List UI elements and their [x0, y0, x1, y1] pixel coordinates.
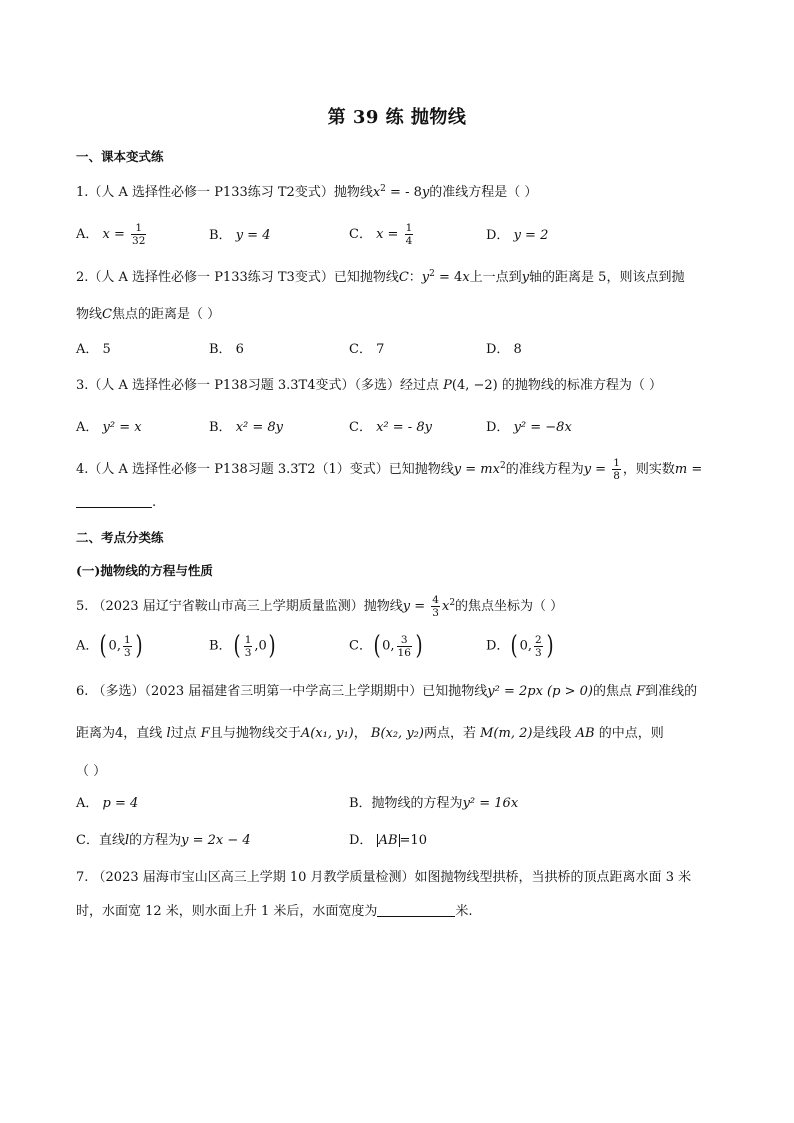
q1-option-c[interactable]: C． x = $\frac{1}{4}$: [349, 222, 413, 247]
q1-option-a[interactable]: A． x = $\frac{1}{32}$: [76, 222, 146, 247]
question-2-stem: 2.（人 A 选择性必修一 P133练习 T3变式）已知抛物线C：$y^2 = 4x$上一点到y轴的距离是 5，则该点到抛: [76, 269, 685, 285]
q5-option-d[interactable]: D．( 0, $\frac{2}{3}$ ): [486, 631, 554, 661]
q3-option-b[interactable]: B． x² = 8y: [209, 420, 284, 435]
question-2-stem-line2: 物线C焦点的距离是（ ）: [76, 307, 221, 322]
question-3-stem: 3.（人 A 选择性必修一 P138习题 3.3T4变式）（多选）经过点 P(4, −2) 的抛物线的标准方程为（ ）: [76, 378, 662, 393]
question-6-stem-line3: （ ）: [76, 764, 107, 779]
question-4-stem: 4.（人 A 选择性必修一 P138习题 3.3T2（1）变式）已知抛物线$y = mx^2$的准线方程为y = $\frac{1}{8}$ ，则实数m =: [76, 457, 703, 482]
q5-option-a[interactable]: A．( 0, $\frac{1}{3}$ ): [76, 631, 143, 661]
q2-option-d[interactable]: D． 8: [486, 342, 522, 357]
q3-option-d[interactable]: D． y² = −8x: [486, 420, 572, 435]
question-4-answer-line: .: [76, 495, 156, 510]
q6-option-c[interactable]: C．直线l的方程为y = 2x − 4: [76, 833, 251, 848]
q4-answer-blank[interactable]: [76, 495, 152, 508]
question-5-stem: 5. （2023 届辽宁省鞍山市高三上学期质量监测）抛物线y = $\frac{4}{3}$ $x^2$的焦点坐标为（ ）: [76, 594, 564, 619]
q1-option-d[interactable]: D． y = 2: [486, 228, 549, 243]
q7-answer-blank[interactable]: [377, 904, 455, 917]
q3-option-c[interactable]: C． x² = - 8y: [349, 420, 432, 435]
q6-option-a[interactable]: A． p = 4: [76, 796, 139, 811]
section-heading-1: 一、课本变式练: [76, 149, 164, 164]
section-heading-2: 二、考点分类练: [76, 530, 164, 545]
question-1-stem: 1.（人 A 选择性必修一 P133练习 T2变式）抛物线$x^2$ = - 8y的准线方程是（ ）: [76, 184, 538, 200]
question-6-stem-line2: 距离为4，直线 l过点 F且与抛物线交于A(x₁, y₁)， B(x₂, y₂)两点，若 M(m, 2)是线段 AB 的中点，则: [76, 726, 664, 741]
q6-option-b[interactable]: B．抛物线的方程为y² = 16x: [349, 796, 519, 811]
page-title: 第 39 练 抛物线: [327, 107, 467, 128]
question-7-stem: 7. （2023 届海市宝山区高三上学期 10 月教学质量检测）如图抛物线型拱桥，当拱桥的顶点距离水面 3 米: [76, 870, 692, 885]
question-7-stem-line2: 时，水面宽 12 米，则水面上升 1 米后，水面宽度为 米.: [76, 904, 473, 919]
q5-option-b[interactable]: B．( $\frac{1}{3}$ ,0): [209, 631, 276, 661]
q2-option-b[interactable]: B． 6: [209, 342, 244, 357]
q2-option-c[interactable]: C． 7: [349, 342, 385, 357]
q2-option-a[interactable]: A． 5: [76, 342, 111, 357]
question-6-stem: 6. （多选）（2023 届福建省三明第一中学高三上学期期中）已知抛物线y² = 2px (p > 0)的焦点 F到准线的: [76, 684, 698, 699]
subsection-heading-1: (一)抛物线的方程与性质: [76, 563, 213, 578]
q6-option-d[interactable]: D． AB =10: [349, 833, 427, 848]
q3-option-a[interactable]: A． y² = x: [76, 420, 142, 435]
q1-option-b[interactable]: B． y = 4: [209, 228, 271, 243]
q5-option-c[interactable]: C．( 0, $\frac{3}{16}$ ): [349, 631, 423, 661]
